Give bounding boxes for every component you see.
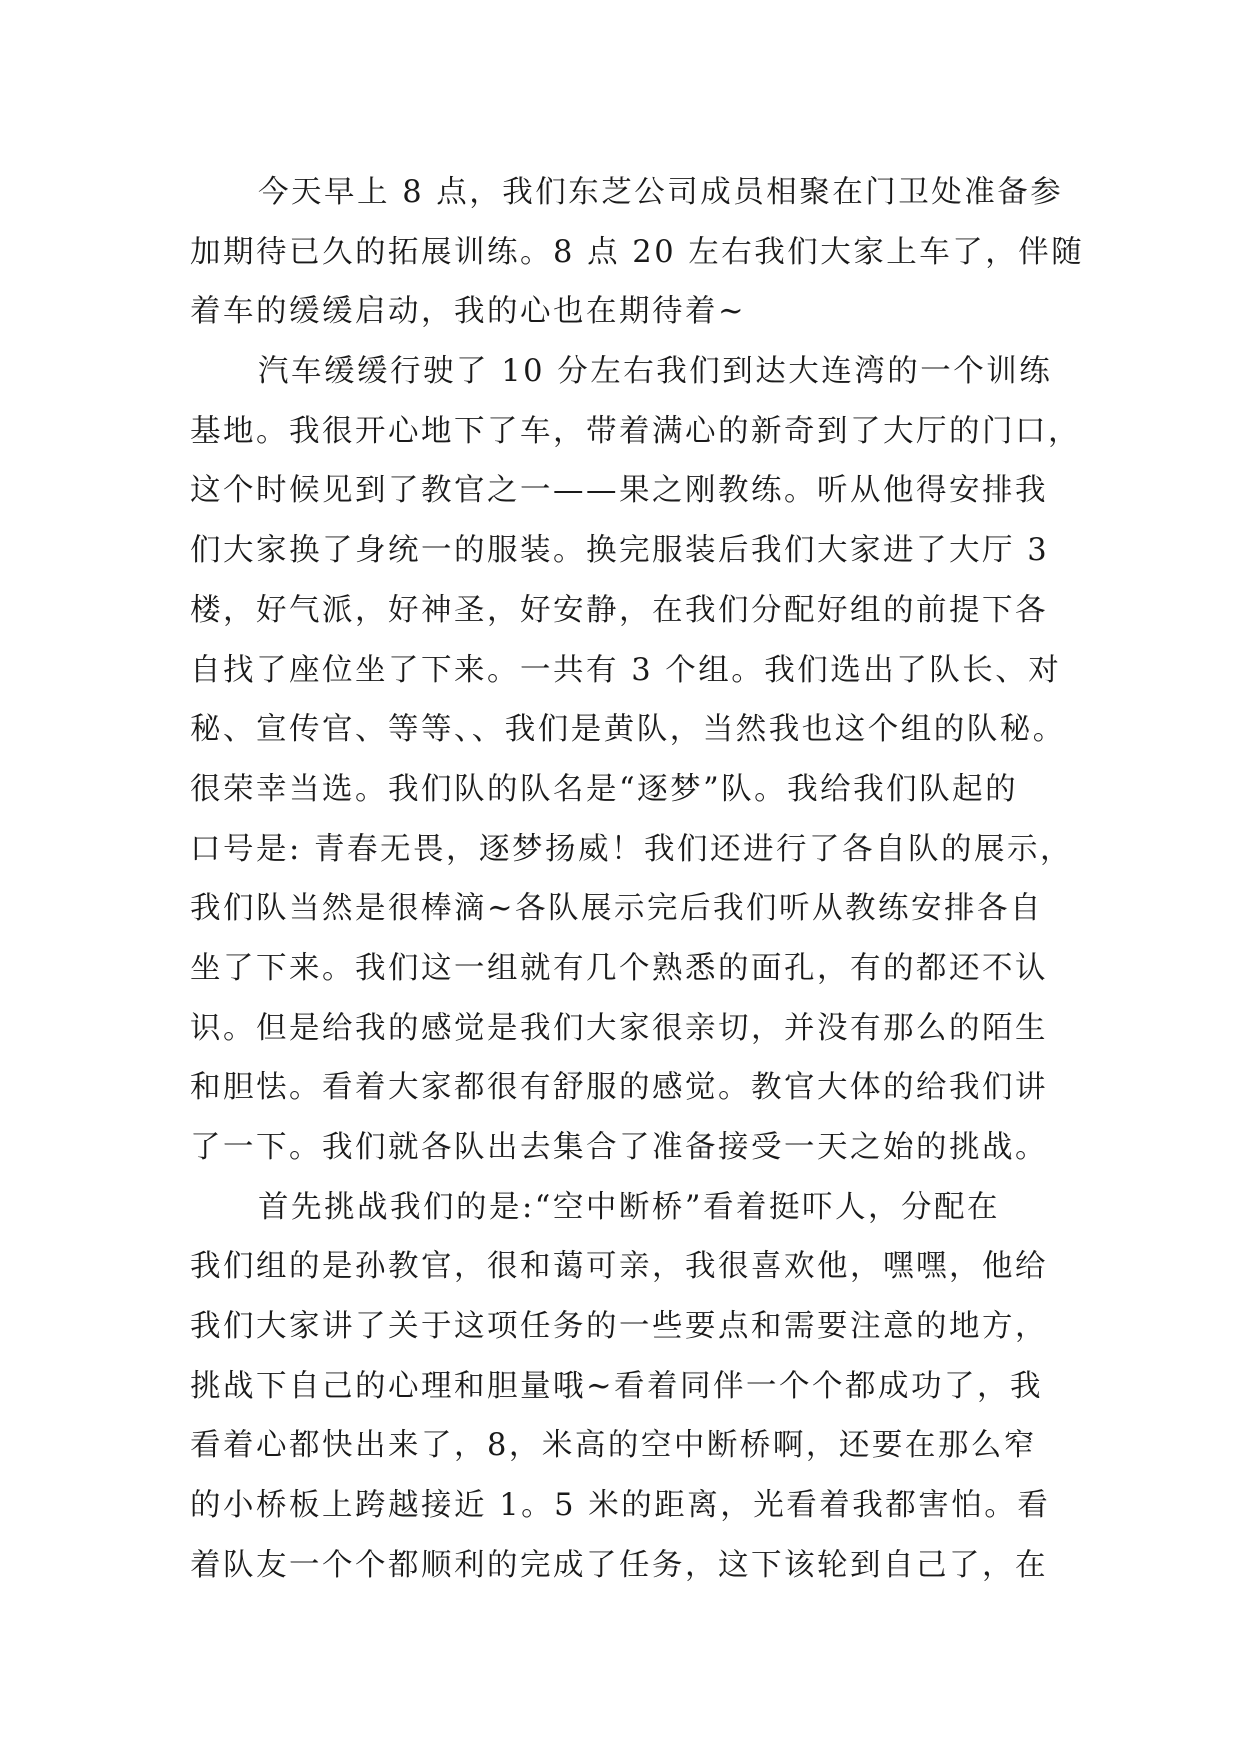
paragraph-2-line-14: 了一下。我们就各队出去集合了准备接受一天之始的挑战。 xyxy=(190,1130,1048,1165)
paragraph-2-line-6: 自找了座位坐了下来。一共有 3 个组。我们选出了队长、对 xyxy=(190,652,1062,688)
paragraph-3-line-7: 着队友一个个都顺利的完成了任务，这下该轮到自己了，在 xyxy=(190,1547,1048,1583)
paragraph-2-line-4: 们大家换了身统一的服装。换完服装后我们大家进了大厅 3 xyxy=(190,533,1050,569)
paragraph-3-line-2: 我们组的是孙教官，很和蔼可亲，我很喜欢他，嘿嘿，他给 xyxy=(190,1249,1048,1285)
paragraph-2-line-1: 汽车缓缓行驶了 10 分左右我们到达大连湾的一个训练 xyxy=(258,354,1053,390)
paragraph-3-line-5: 看着心都快出来了，8，米高的空中断桥啊，还要在那么窄 xyxy=(190,1428,1037,1464)
paragraph-2-line-9: 口号是: 青春无畏，逐梦扬威！我们还进行了各自队的展示， xyxy=(190,831,1073,867)
paragraph-3-line-1: 首先挑战我们的是:“空中断桥”看着挺吓人，分配在 xyxy=(258,1189,1000,1225)
paragraph-2-line-5: 楼，好气派，好神圣，好安静，在我们分配好组的前提下各 xyxy=(190,592,1048,628)
paragraph-2-line-12: 识。但是给我的感觉是我们大家很亲切，并没有那么的陌生 xyxy=(190,1010,1048,1046)
paragraph-2-line-7: 秘、宣传官、等等、、我们是黄队，当然我也这个组的队秘。 xyxy=(190,712,1066,748)
paragraph-2-line-13: 和胆怯。看着大家都很有舒服的感觉。教官大体的给我们讲 xyxy=(190,1070,1048,1106)
paragraph-1-line-2: 加期待已久的拓展训练。8 点 20 左右我们大家上车了，伴随 xyxy=(190,234,1085,270)
document-body xyxy=(190,163,1085,1596)
paragraph-2-line-3: 这个时候见到了教官之一——果之刚教练。听从他得安排我 xyxy=(190,473,1048,509)
paragraph-2-line-2: 基地。我很开心地下了车，带着满心的新奇到了大厅的门口， xyxy=(190,413,1081,449)
paragraph-2-line-10: 我们队当然是很棒滴~各队展示完后我们听从教练安排各自 xyxy=(190,891,1044,927)
paragraph-3-line-6: 的小桥板上跨越接近 1。5 米的距离，光看着我都害怕。看 xyxy=(190,1488,1051,1524)
paragraph-3-line-4: 挑战下自己的心理和胆量哦~看着同伴一个个都成功了，我 xyxy=(190,1368,1044,1404)
paragraph-1-line-1: 今天早上 8 点，我们东芝公司成员相聚在门卫处准备参 xyxy=(258,175,1064,210)
paragraph-2-line-8: 很荣幸当选。我们队的队名是“逐梦”队。我给我们队起的 xyxy=(190,771,1019,807)
paragraph-2-line-11: 坐了下来。我们这一组就有几个熟悉的面孔，有的都还不认 xyxy=(190,950,1048,986)
paragraph-1-line-3: 着车的缓缓启动，我的心也在期待着~ xyxy=(190,294,747,330)
paragraph-3-line-3: 我们大家讲了关于这项任务的一些要点和需要注意的地方， xyxy=(190,1309,1048,1345)
